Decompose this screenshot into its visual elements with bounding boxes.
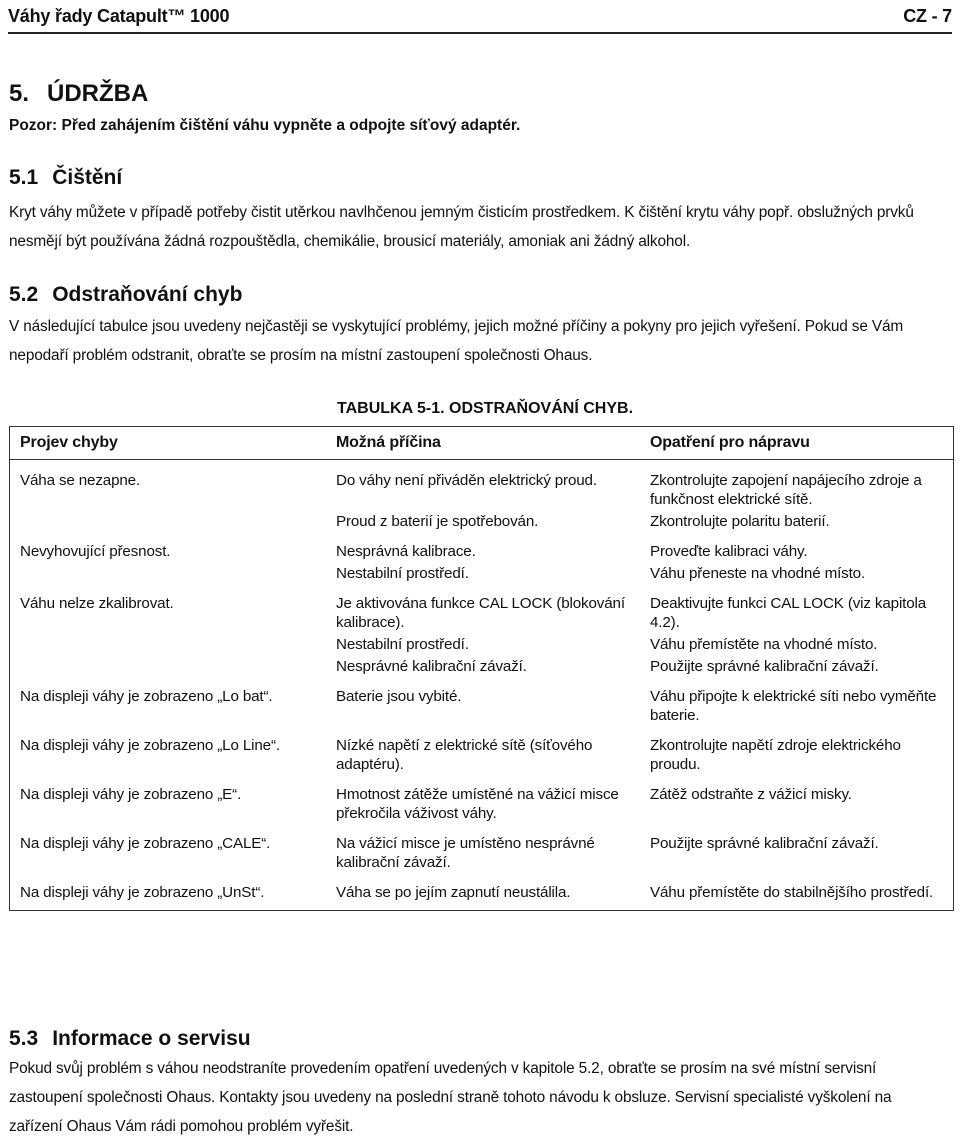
table-cell: Zátěž odstraňte z vážicí misky. — [650, 786, 852, 803]
table-cell: Na vážicí misce je umístěno nesprávné kalibrační závaží. — [336, 835, 595, 871]
table-cell: Baterie jsou vybité. — [336, 688, 462, 705]
table-cell: Na displeji váhy je zobrazeno „Lo Line“. — [20, 737, 280, 754]
section-title: Čištění — [52, 166, 123, 189]
table-cell: Váhu přeneste na vhodné místo. — [650, 565, 866, 582]
section-5-2-heading — [9, 283, 242, 307]
table-row — [10, 509, 954, 531]
section-5-1-heading — [9, 166, 122, 190]
section-title: Informace o servisu — [52, 1027, 251, 1050]
section-title: ÚDRŽBA — [47, 80, 149, 107]
table-row — [10, 831, 954, 872]
section-title: Odstraňování chyb — [52, 283, 243, 306]
table-cell: Nestabilní prostředí. — [336, 636, 469, 653]
column-header: Opatření pro nápravu — [640, 427, 954, 460]
column-header: Projev chyby — [10, 427, 327, 460]
table-cell: Deaktivujte funkci CAL LOCK (viz kapitola 4.2). — [650, 595, 927, 631]
table-cell: Zkontrolujte zapojení napájecího zdroje a funkčnost elektrické sítě. — [650, 472, 922, 508]
table-cell: Váhu přemístěte na vhodné místo. — [650, 636, 878, 653]
table-cell: Použijte správné kalibrační závaží. — [650, 658, 879, 675]
table-cell: Hmotnost zátěže umístěné na vážicí misce překročila váživost váhy. — [336, 786, 619, 822]
section-5-heading — [9, 80, 148, 108]
table-cell — [10, 632, 327, 654]
table-row — [10, 654, 954, 676]
section-number: 5.2 — [9, 283, 39, 306]
table-cell: Do váhy není přiváděn elektrický proud. — [336, 472, 597, 489]
section-5-1-text: Kryt váhy můžete v případě potřeby čistit utěrkou navlhčenou jemným čisticím prostředkem. K čištění krytu váhy popř. obslužných prvků nesmějí být používána žádná rozpouštědla, chemikálie, brousicí materiály, amoniak ani žádný alkohol. — [9, 204, 914, 250]
section-5-3-text: Pokud svůj problém s váhou neodstraníte provedením opatření uvedených v kapitole 5.2, obraťte se prosím na své místní servisní zastoupení společnosti Ohaus. Kontakty jsou uvedeny na poslední straně tohoto návodu k obsluze. Servisní specialisté vyškolení na zařízení Ohaus Vám rádi pomohou problém vyřešit. — [9, 1060, 892, 1135]
table-cell: Nesprávné kalibrační závaží. — [336, 658, 527, 675]
table-cell: Je aktivována funkce CAL LOCK (blokování kalibrace). — [336, 595, 625, 631]
document-title: Váhy řady Catapult™ 1000 — [8, 5, 230, 26]
table-row — [10, 880, 954, 902]
table-cell: Váha se po jejím zapnutí neustálila. — [336, 884, 571, 901]
table-cell: Nízké napětí z elektrické sítě (síťového adaptéru). — [336, 737, 593, 773]
table-cell: Na displeji váhy je zobrazeno „UnSt“. — [20, 884, 265, 901]
section-5-3-heading — [9, 1027, 251, 1051]
table-row — [10, 733, 954, 774]
table-row — [10, 782, 954, 823]
table-cell — [10, 654, 327, 676]
table-cell: Nestabilní prostředí. — [336, 565, 469, 582]
table-cell: Nevyhovující přesnost. — [20, 543, 171, 560]
table-row — [10, 684, 954, 725]
warning-text: Pozor: Před zahájením čištění váhu vypněte a odpojte síťový adaptér. — [9, 117, 521, 134]
section-5-2-text: V následující tabulce jsou uvedeny nejčastěji se vyskytující problémy, jejich možné příčiny a pokyny pro jejich vyřešení. Pokud se Vám nepodaří problém odstranit, obraťte se prosím na místní zastoupení společnosti Ohaus. — [9, 318, 904, 364]
table-cell: Použijte správné kalibrační závaží. — [650, 835, 879, 852]
troubleshooting-table — [9, 426, 954, 911]
table-cell: Na displeji váhy je zobrazeno „CALE“. — [20, 835, 271, 852]
table-cell: Na displeji váhy je zobrazeno „E“. — [20, 786, 242, 803]
table-row — [10, 561, 954, 583]
section-number: 5. — [9, 80, 30, 107]
table-row — [10, 632, 954, 654]
table-row — [10, 468, 954, 509]
table-cell — [10, 561, 327, 583]
column-header: Možná příčina — [326, 427, 640, 460]
table-caption: TABULKA 5-1. ODSTRAŇOVÁNÍ CHYB. — [337, 400, 634, 417]
table-row — [10, 539, 954, 561]
table-cell: Váha se nezapne. — [20, 472, 141, 489]
table-cell: Zkontrolujte polaritu baterií. — [650, 513, 830, 530]
table-cell — [10, 509, 327, 531]
section-number: 5.3 — [9, 1027, 39, 1050]
table-cell: Proveďte kalibraci váhy. — [650, 543, 808, 560]
section-number: 5.1 — [9, 166, 39, 189]
table-cell: Zkontrolujte napětí zdroje elektrického proudu. — [650, 737, 901, 773]
table-cell: Na displeji váhy je zobrazeno „Lo bat“. — [20, 688, 273, 705]
page-header — [8, 0, 952, 34]
table-cell: Váhu připojte k elektrické síti nebo vyměňte baterie. — [650, 688, 937, 724]
table-header-row — [10, 427, 954, 460]
page-number: CZ - 7 — [903, 5, 952, 26]
table-cell: Nesprávná kalibrace. — [336, 543, 476, 560]
table-cell: Váhu nelze zkalibrovat. — [20, 595, 174, 612]
table-row — [10, 591, 954, 632]
table-cell: Váhu přemístěte do stabilnějšího prostředí. — [650, 884, 934, 901]
table-cell: Proud z baterií je spotřebován. — [336, 513, 539, 530]
